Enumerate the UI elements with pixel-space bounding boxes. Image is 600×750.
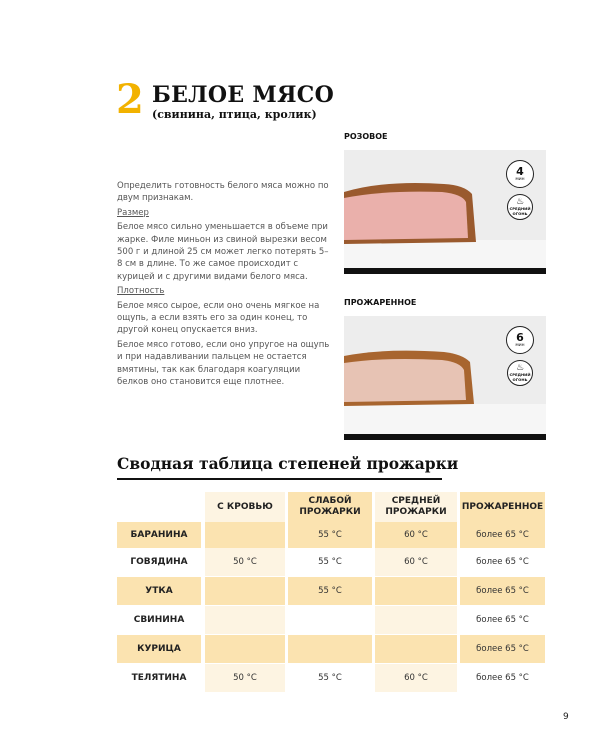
timer-icon [506, 160, 534, 188]
row-label: ТЕЛЯТИНА [131, 673, 187, 683]
row-label: КУРИЦА [117, 635, 201, 663]
table-cell: более 65 °C [476, 615, 529, 625]
table-cell: 55 °C [318, 673, 342, 683]
fire-icon [507, 360, 533, 386]
flame-icon: ♨ [515, 197, 525, 208]
timer-value: 6 [516, 331, 524, 344]
table-cell [205, 522, 285, 548]
table-cell: более 65 °C [460, 522, 545, 548]
table-title: Сводная таблица степеней прожарки [117, 454, 459, 473]
size-heading: Размер [117, 207, 149, 218]
table-cell [288, 635, 372, 663]
timer-value: 4 [516, 165, 524, 178]
page-title: БЕЛОЕ МЯСО [152, 82, 335, 108]
fire-level-line2: ОГОНЬ [512, 210, 528, 216]
table-cell: 55 °C [288, 577, 372, 605]
fire-level-line1: СРЕДНИЙ [509, 372, 531, 378]
column-header: СЛАБОЙ ПРОЖАРКИ [288, 492, 372, 522]
table-cell [205, 635, 285, 663]
row-label: УТКА [117, 577, 201, 605]
table-cell: более 65 °C [460, 635, 545, 663]
image-label-pink: РОЗОВОЕ [344, 132, 388, 141]
table-cell: более 65 °C [460, 577, 545, 605]
size-paragraph: Белое мясо сильно уменьшается в объеме при жарке. Филе миньон из свиной вырезки весом 500 г и длиной 25 см может легко потерять 5–8 см в длине. То же самое происходит с курицей и с другими видами белого мяса. [117, 222, 329, 282]
table-cell [288, 606, 372, 634]
density-heading: Плотность [117, 286, 165, 297]
fire-level-line1: СРЕДНИЙ [509, 206, 531, 212]
density-paragraph-2: Белое мясо готово, если оно упругое на ощупь и при надавливании пальцем не остается вмятины, так как благодаря коагуляции белков оно становится еще плотнее. [117, 339, 330, 388]
column-header: ПРОЖАРЕННОЕ [460, 492, 545, 522]
row-label: БАРАНИНА [117, 522, 201, 548]
density-paragraph-1: Белое мясо сырое, если оно очень мягкое на ощупь, а если взять его за один конец, то другой конец опускается вниз. [117, 300, 320, 336]
table-cell: 50 °C [205, 548, 285, 576]
image-label-well-done: ПРОЖАРЕННОЕ [344, 298, 417, 307]
page-subtitle: (свинина, птица, кролик) [152, 108, 317, 121]
table-cell: более 65 °C [476, 557, 529, 567]
timer-icon [506, 326, 534, 354]
doneness-table [117, 492, 545, 702]
table-cell: 55 °C [318, 557, 342, 567]
page-number: 9 [563, 712, 569, 722]
table-cell: 50 °C [205, 664, 285, 692]
table-title-rule [117, 478, 442, 480]
timer-unit: мин [515, 343, 525, 348]
column-header: СРЕДНЕЙ ПРОЖАРКИ [375, 492, 457, 522]
fire-level-line2: ОГОНЬ [512, 376, 528, 382]
table-cell [205, 606, 285, 634]
row-label: СВИНИНА [133, 615, 185, 625]
intro-paragraph: Определить готовность белого мяса можно по двум признакам. [117, 181, 329, 204]
table-cell [375, 606, 457, 634]
column-header: С КРОВЬЮ [205, 492, 285, 522]
table-cell: более 65 °C [476, 673, 529, 683]
table-cell: 55 °C [288, 522, 372, 548]
table-cell: 60 °C [375, 548, 457, 576]
timer-unit: мин [515, 177, 525, 182]
flame-icon: ♨ [515, 363, 525, 374]
meat-flesh [344, 192, 468, 240]
table-cell: 60 °C [375, 522, 457, 548]
body-text [117, 180, 332, 391]
table-cell [375, 577, 457, 605]
fire-icon [507, 194, 533, 220]
table-cell [205, 577, 285, 605]
table-cell: 60 °C [375, 664, 457, 692]
table-cell [375, 635, 457, 663]
row-label: ГОВЯДИНА [130, 557, 188, 567]
section-number: 2 [116, 76, 144, 123]
meat-flesh [344, 359, 466, 402]
